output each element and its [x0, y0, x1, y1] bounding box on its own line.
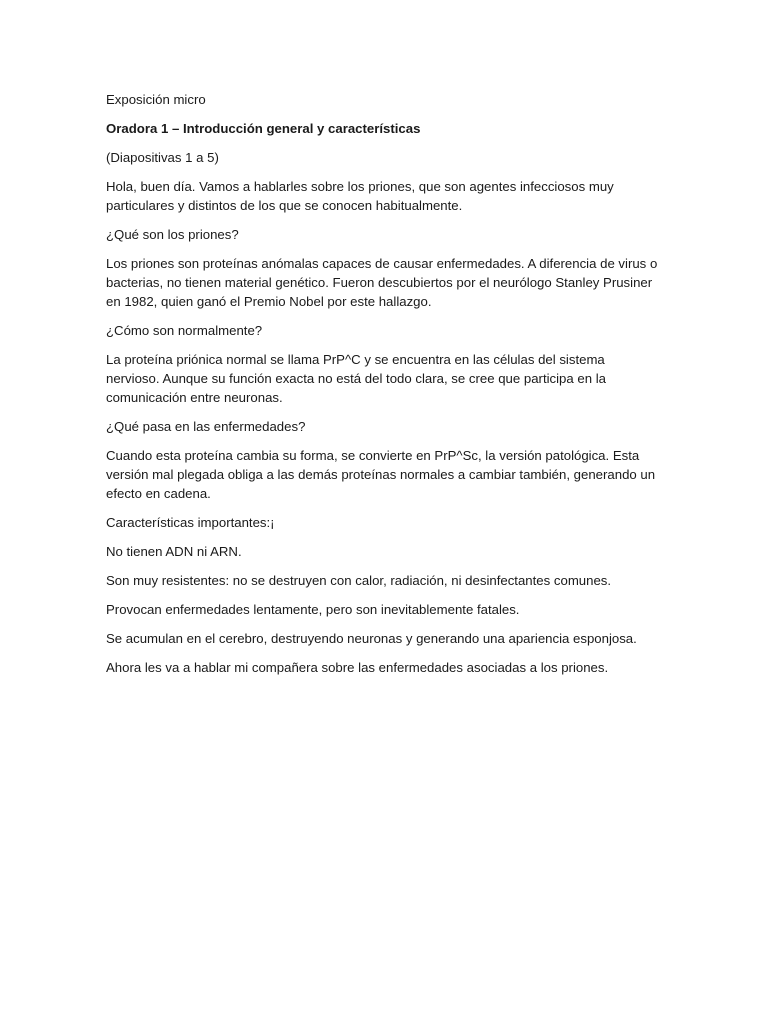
characteristic-item: Provocan enfermedades lentamente, pero son inevitablemente fatales. [106, 602, 520, 617]
question-heading-normal-form: ¿Cómo son normalmente? [106, 323, 263, 338]
normal-protein-paragraph: La proteína priónica normal se llama PrP^C y se encuentra en las células del sistema nervioso. Aunque su función exacta no está del todo clara, se cree que participa en la comunicación entre neuronas. [106, 352, 606, 405]
section-heading: Oradora 1 – Introducción general y características [106, 121, 421, 136]
document-page [106, 90, 661, 687]
question-heading-diseases: ¿Qué pasa en las enfermedades? [106, 419, 306, 434]
question-heading-what-are-prions: ¿Qué son los priones? [106, 227, 239, 242]
document-title: Exposición micro [106, 92, 206, 107]
characteristic-item: Se acumulan en el cerebro, destruyendo neuronas y generando una apariencia esponjosa. [106, 631, 637, 646]
disease-paragraph: Cuando esta proteína cambia su forma, se convierte en PrP^Sc, la versión patológica. Esta versión mal plegada obliga a las demás proteínas normales a cambiar también, generando un efecto en cadena. [106, 448, 656, 501]
slides-note: (Diapositivas 1 a 5) [106, 150, 219, 165]
characteristic-item: No tienen ADN ni ARN. [106, 544, 242, 559]
characteristic-item: Son muy resistentes: no se destruyen con calor, radiación, ni desinfectantes comunes. [106, 573, 612, 588]
intro-paragraph: Hola, buen día. Vamos a hablarles sobre los priones, que son agentes infecciosos muy particulares y distintos de los que se conocen habitualmente. [106, 179, 614, 213]
definition-paragraph: Los priones son proteínas anómalas capaces de causar enfermedades. A diferencia de virus o bacterias, no tienen material genético. Fueron descubiertos por el neurólogo Stanley Prusiner en 1982, quien ganó el Premio Nobel por este hallazgo. [106, 256, 658, 309]
characteristics-heading: Características importantes:¡ [106, 515, 275, 530]
closing-paragraph: Ahora les va a hablar mi compañera sobre las enfermedades asociadas a los priones. [106, 660, 609, 675]
